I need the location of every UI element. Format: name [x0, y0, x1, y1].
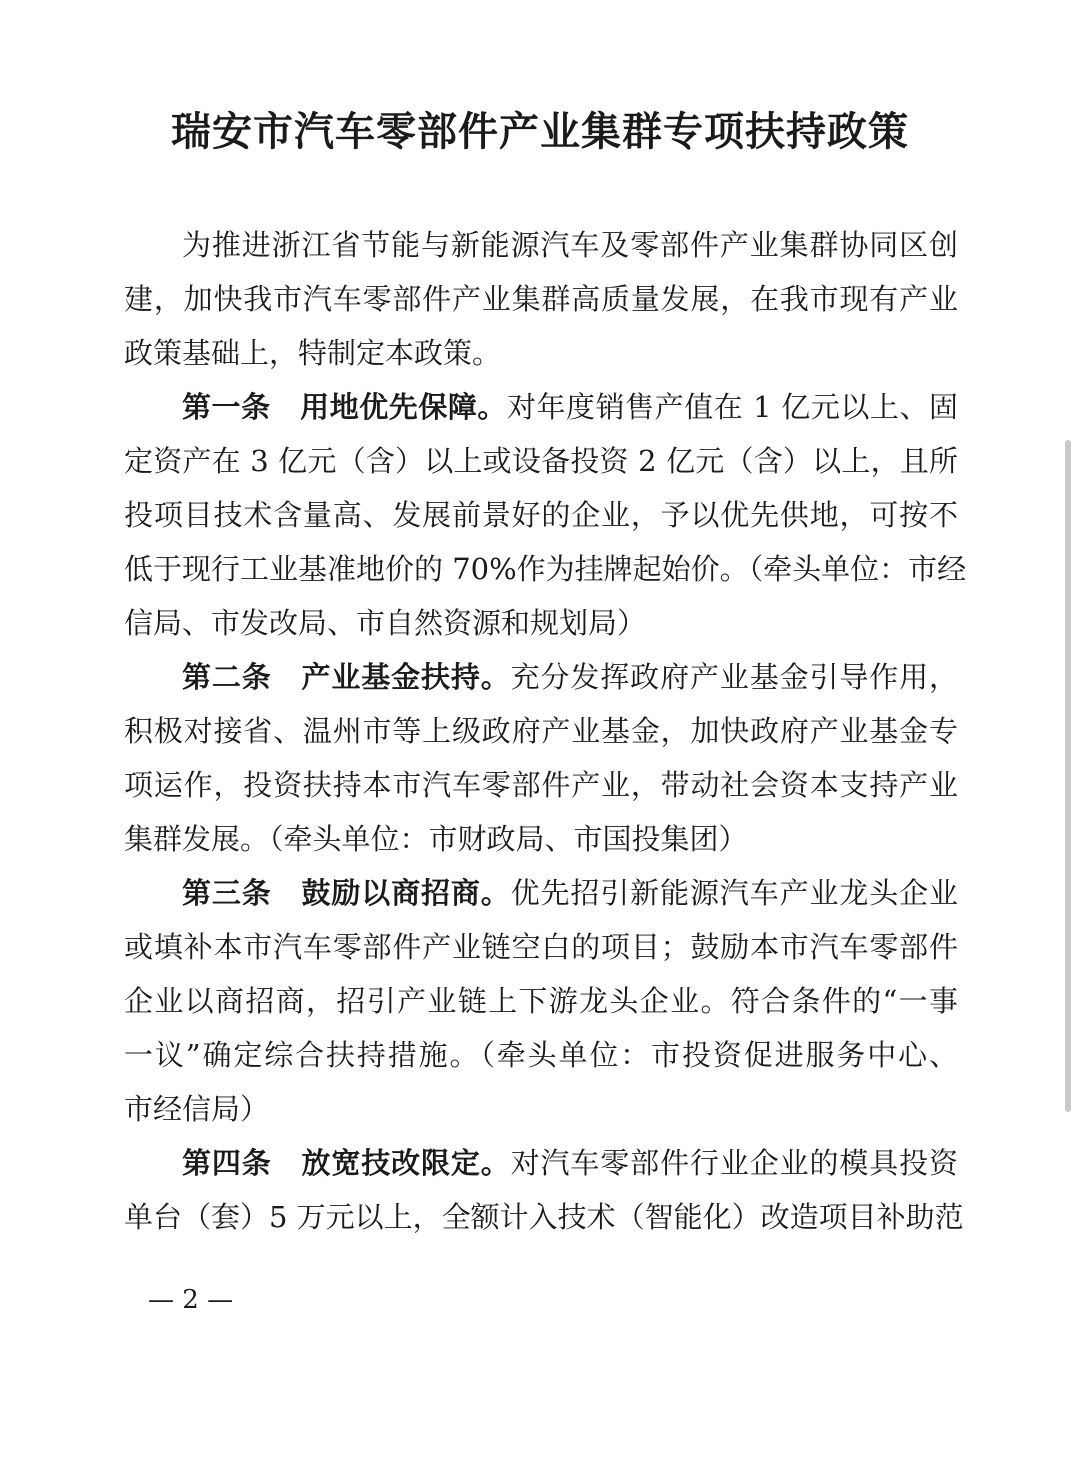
paragraph-line	[124, 1136, 958, 1190]
paragraph-line	[124, 920, 958, 974]
article-heading: 第一条 用地优先保障。	[182, 390, 507, 424]
scrollbar[interactable]	[1065, 440, 1071, 1112]
paragraph-line	[124, 218, 958, 272]
article-heading: 第三条 鼓励以商招商。	[182, 876, 511, 910]
line-text: 低于现行工业基准地价的 70%作为挂牌起始价。（牵头单位：市经	[124, 552, 967, 586]
line-text: 一议”确定综合扶持措施。（牵头单位：市投资促进服务中心、	[124, 1038, 958, 1072]
line-text: 政策基础上，特制定本政策。	[124, 336, 502, 370]
paragraph-line	[124, 380, 958, 434]
line-text: 充分发挥政府产业基金引导作用，	[510, 660, 958, 694]
line-text: 为推进浙江省节能与新能源汽车及零部件产业集群协同区创	[182, 228, 958, 262]
paragraph-line	[124, 812, 958, 866]
line-text: 项运作，投资扶持本市汽车零部件产业，带动社会资本支持产业	[124, 768, 958, 802]
line-text: 市经信局）	[124, 1092, 270, 1126]
line-text: 对年度销售产值在 1 亿元以上、固	[506, 390, 958, 424]
paragraph-line	[124, 704, 958, 758]
paragraph-line	[124, 1082, 958, 1136]
paragraph-line	[124, 974, 958, 1028]
line-text: 积极对接省、温州市等上级政府产业基金，加快政府产业基金专	[124, 714, 958, 748]
line-text: 单台（套）5 万元以上，全额计入技术（智能化）改造项目补助范	[124, 1200, 964, 1234]
line-text: 企业以商招商，招引产业链上下游龙头企业。符合条件的“一事	[124, 984, 958, 1018]
article-heading: 第四条 放宽技改限定。	[182, 1146, 511, 1180]
paragraph-line	[124, 1190, 964, 1244]
paragraph-line	[124, 758, 958, 812]
line-text: 信局、市发改局、市自然资源和规划局）	[124, 606, 647, 640]
article-heading: 第二条 产业基金扶持。	[182, 660, 511, 694]
paragraph-line	[124, 488, 958, 542]
paragraph-line	[124, 326, 958, 380]
line-text: 集群发展。（牵头单位：市财政局、市国投集团）	[124, 822, 748, 856]
line-text: 对汽车零部件行业企业的模具投资	[510, 1146, 958, 1180]
line-text: 优先招引新能源汽车产业龙头企业	[510, 876, 958, 910]
line-text: 投项目技术含量高、发展前景好的企业，予以优先供地，可按不	[124, 498, 958, 532]
paragraph-line	[124, 866, 958, 920]
paragraph-line	[124, 542, 967, 596]
line-text: 建，加快我市汽车零部件产业集群高质量发展，在我市现有产业	[124, 282, 958, 316]
line-text: 或填补本市汽车零部件产业链空白的项目；鼓励本市汽车零部件	[124, 930, 958, 964]
paragraph-line	[124, 596, 958, 650]
document-title: 瑞安市汽车零部件产业集群专项扶持政策	[171, 108, 909, 155]
document-body	[124, 218, 967, 1244]
paragraph-line	[124, 650, 958, 704]
paragraph-line	[124, 1028, 958, 1082]
paragraph-line	[124, 272, 958, 326]
paragraph-line	[124, 434, 958, 488]
line-text: 定资产在 3 亿元（含）以上或设备投资 2 亿元（含）以上，且所	[124, 444, 958, 478]
page-number: — 2 —	[148, 1285, 234, 1315]
